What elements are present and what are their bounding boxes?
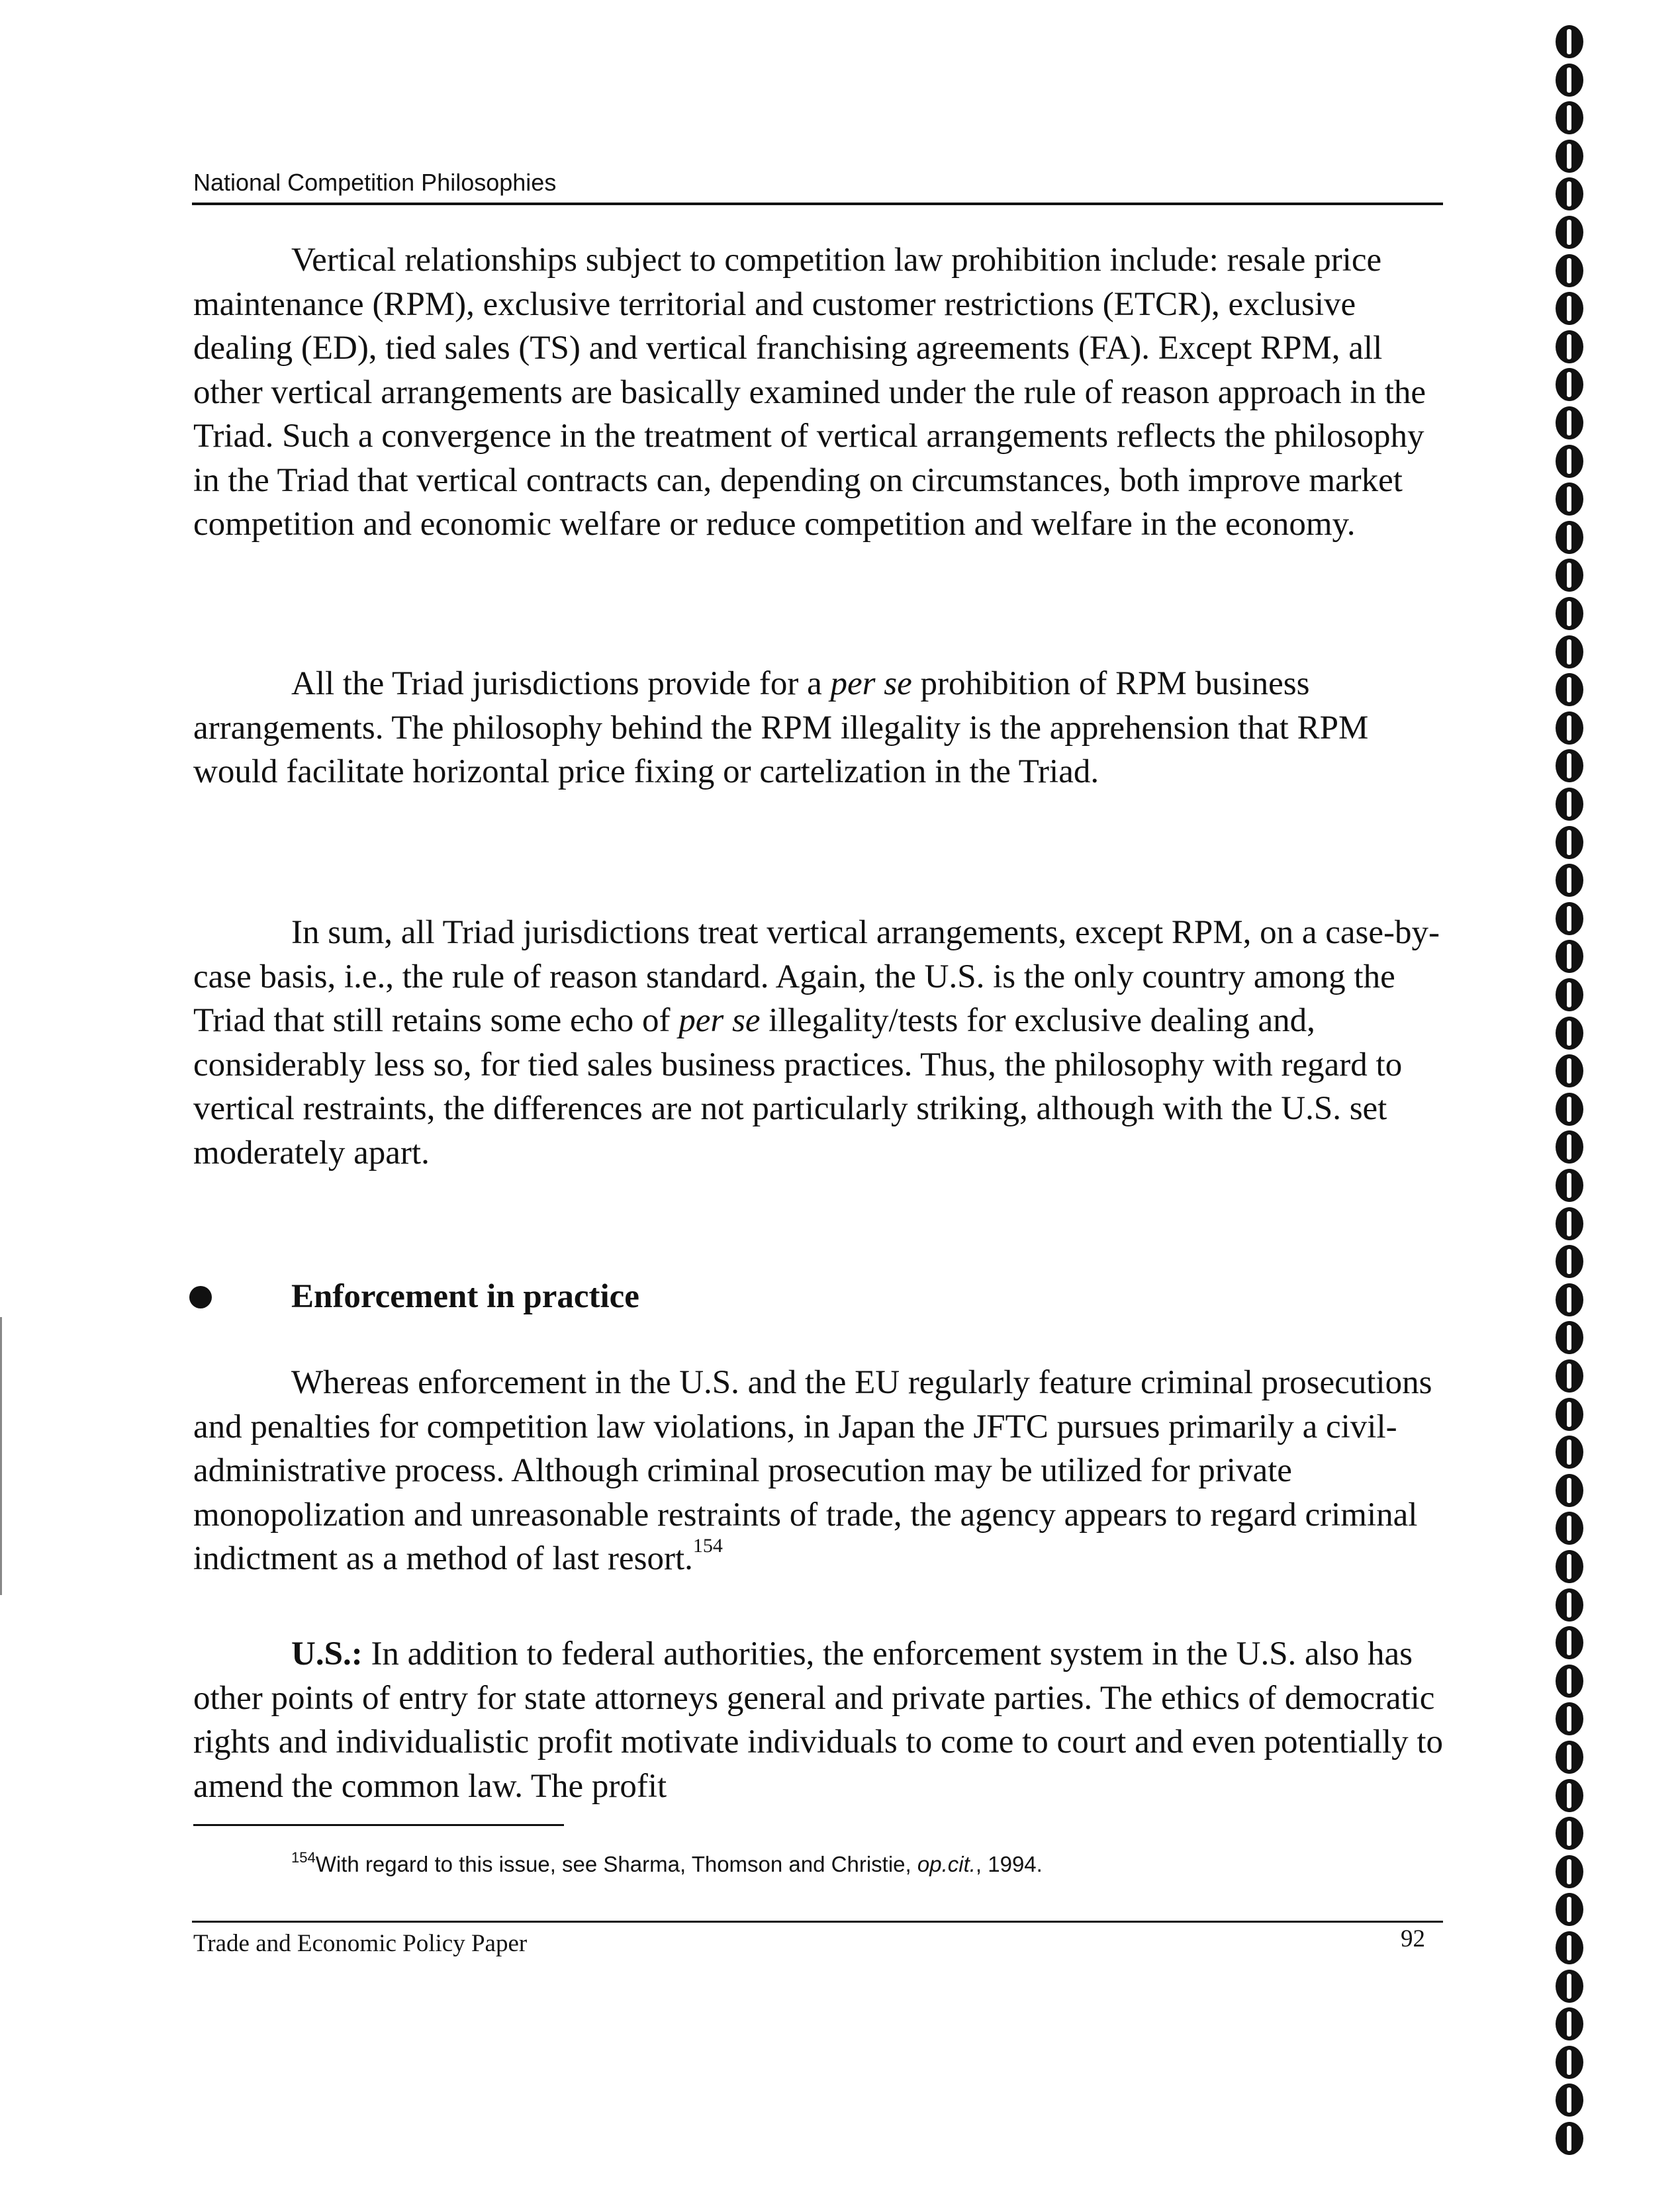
punch-hole-icon: [1556, 292, 1583, 325]
section-heading-text: Enforcement in practice: [291, 1278, 639, 1315]
punch-hole-icon: [1556, 826, 1583, 859]
punch-hole-icon: [1556, 711, 1583, 745]
punch-hole-icon: [1556, 2122, 1583, 2155]
punch-hole-icon: [1556, 1321, 1583, 1354]
punch-hole-icon: [1556, 482, 1583, 516]
punch-hole-icon: [1556, 1359, 1583, 1393]
punch-hole-icon: [1556, 1741, 1583, 1774]
punch-hole-icon: [1556, 902, 1583, 935]
punch-hole-icon: [1556, 1436, 1583, 1469]
punch-hole-icon: [1556, 1893, 1583, 1926]
punch-hole-icon: [1556, 1855, 1583, 1888]
punch-hole-icon: [1556, 1398, 1583, 1431]
punch-hole-icon: [1556, 597, 1583, 630]
punch-hole-icon: [1556, 635, 1583, 668]
punch-hole-icon: [1556, 25, 1583, 58]
punch-hole-icon: [1556, 140, 1583, 173]
punch-hole-icon: [1556, 1931, 1583, 1964]
punch-hole-icon: [1556, 2084, 1583, 2117]
punch-hole-icon: [1556, 1665, 1583, 1698]
paragraph-text: All the Triad jurisdictions provide for a: [291, 665, 831, 702]
punch-hole-icon: [1556, 64, 1583, 97]
italic-term: per se: [830, 665, 912, 702]
punch-hole-icon: [1556, 749, 1583, 782]
punch-hole-icon: [1556, 1017, 1583, 1050]
punch-hole-icon: [1556, 368, 1583, 401]
punch-hole-icon: [1556, 788, 1583, 821]
punch-hole-icon: [1556, 216, 1583, 249]
footnote-text: With regard to this issue, see Sharma, Thomson and Christie,: [315, 1852, 917, 1876]
bullet-icon: [189, 1286, 212, 1308]
punch-hole-icon: [1556, 1512, 1583, 1545]
bold-lead: U.S.:: [291, 1635, 363, 1672]
punch-hole-icon: [1556, 2046, 1583, 2079]
paragraph-text: illegality/tests for exclusive dealing and, considerably less so, for tied sales business practices. Thus, the philosophy with regard to vertical restraints, the differences are not particularly striking, although with the U.S. set moderately apart.: [193, 1002, 1403, 1171]
punch-hole-icon: [1556, 673, 1583, 706]
punch-hole-icon: [1556, 1626, 1583, 1659]
footnote-number: 154: [291, 1849, 316, 1866]
punch-hole-icon: [1556, 101, 1583, 134]
punch-hole-icon: [1556, 978, 1583, 1011]
footnote-italic: op.cit.: [917, 1852, 976, 1876]
punch-hole-icon: [1556, 330, 1583, 363]
punch-hole-icon: [1556, 1817, 1583, 1850]
punch-hole-icon: [1556, 1779, 1583, 1812]
paragraph-enforcement: [193, 1361, 1451, 1581]
punch-hole-icon: [1556, 1550, 1583, 1583]
punch-hole-icon: [1556, 940, 1583, 973]
paragraph-text: prohibition of RPM business arrangements. The philosophy behind the RPM illegality is the apprehension that RPM would facilitate horizontal price fixing or cartelization in the Triad.: [193, 665, 1369, 790]
footnote: [291, 1850, 1043, 1879]
punch-hole-icon: [1556, 521, 1583, 554]
punch-hole-icon: [1556, 1093, 1583, 1126]
punch-hole-icon: [1556, 864, 1583, 897]
paragraph-rpm-prohibition: [193, 662, 1451, 794]
punch-hole-icon: [1556, 1245, 1583, 1278]
running-header: National Competition Philosophies: [193, 169, 557, 196]
footer-rule: [192, 1921, 1443, 1923]
footnote-rule: [193, 1824, 564, 1826]
running-footer: Trade and Economic Policy Paper: [193, 1930, 528, 1957]
paragraph-text: Whereas enforcement in the U.S. and the EU regularly feature criminal prosecutions and penalties for competition law violations, in Japan the JFTC pursues primarily a civil-administrative process. Although criminal prosecution may be utilized for private monopolization and unreasonable restraints of trade, the agency appears to regard criminal indictment as a method of last resort.: [193, 1364, 1432, 1577]
punch-hole-icon: [1556, 254, 1583, 287]
paragraph-text: In addition to federal authorities, the enforcement system in the U.S. also has other points of entry for state attorneys general and private parties. The ethics of democratic rights and individualistic profit motivate individuals to come to court and even potentially to amend the common law. The profit: [193, 1635, 1444, 1805]
punch-hole-icon: [1556, 445, 1583, 478]
binding-punch-holes: [1556, 25, 1595, 2196]
punch-hole-icon: [1556, 2007, 1583, 2040]
punch-hole-icon: [1556, 177, 1583, 210]
paragraph-us-enforcement: [193, 1632, 1451, 1808]
footnote-text-end: , 1994.: [975, 1852, 1043, 1876]
page-number: 92: [1401, 1925, 1425, 1952]
paragraph-in-sum: [193, 911, 1451, 1175]
punch-hole-icon: [1556, 1169, 1583, 1202]
punch-hole-icon: [1556, 406, 1583, 439]
punch-hole-icon: [1556, 1970, 1583, 2003]
paragraph-text: Vertical relationships subject to competition law prohibition include: resale price maintenance (RPM), exclusive territorial and customer restrictions (ETCR), exclusive dealing (ED), tied sales (TS) and vertical franchising agreements (FA). Except RPM, all other vertical arrangements are basically examined under the rule of reason approach in the Triad. Such a convergence in the treatment of vertical arrangements reflects the philosophy in the Triad that vertical contracts can, depending on circumstances, both improve market competition and economic welfare or reduce competition and welfare in the economy.: [193, 242, 1426, 543]
punch-hole-icon: [1556, 1474, 1583, 1507]
punch-hole-icon: [1556, 1283, 1583, 1316]
punch-hole-icon: [1556, 1130, 1583, 1164]
scan-edge-line: [0, 1317, 2, 1595]
italic-term: per se: [678, 1002, 761, 1039]
punch-hole-icon: [1556, 1207, 1583, 1240]
punch-hole-icon: [1556, 1702, 1583, 1735]
punch-hole-icon: [1556, 1588, 1583, 1622]
paragraph-vertical-relationships: [193, 238, 1451, 547]
footnote-reference: 154: [692, 1535, 723, 1557]
punch-hole-icon: [1556, 559, 1583, 592]
punch-hole-icon: [1556, 1054, 1583, 1087]
paragraph-text: In sum, all Triad jurisdictions treat vertical arrangements, except RPM, on a case-by-case basis, i.e., the rule of reason standard. Again, the U.S. is the only country among the Triad that still retains some echo of: [193, 914, 1440, 1039]
header-rule: [192, 203, 1443, 205]
